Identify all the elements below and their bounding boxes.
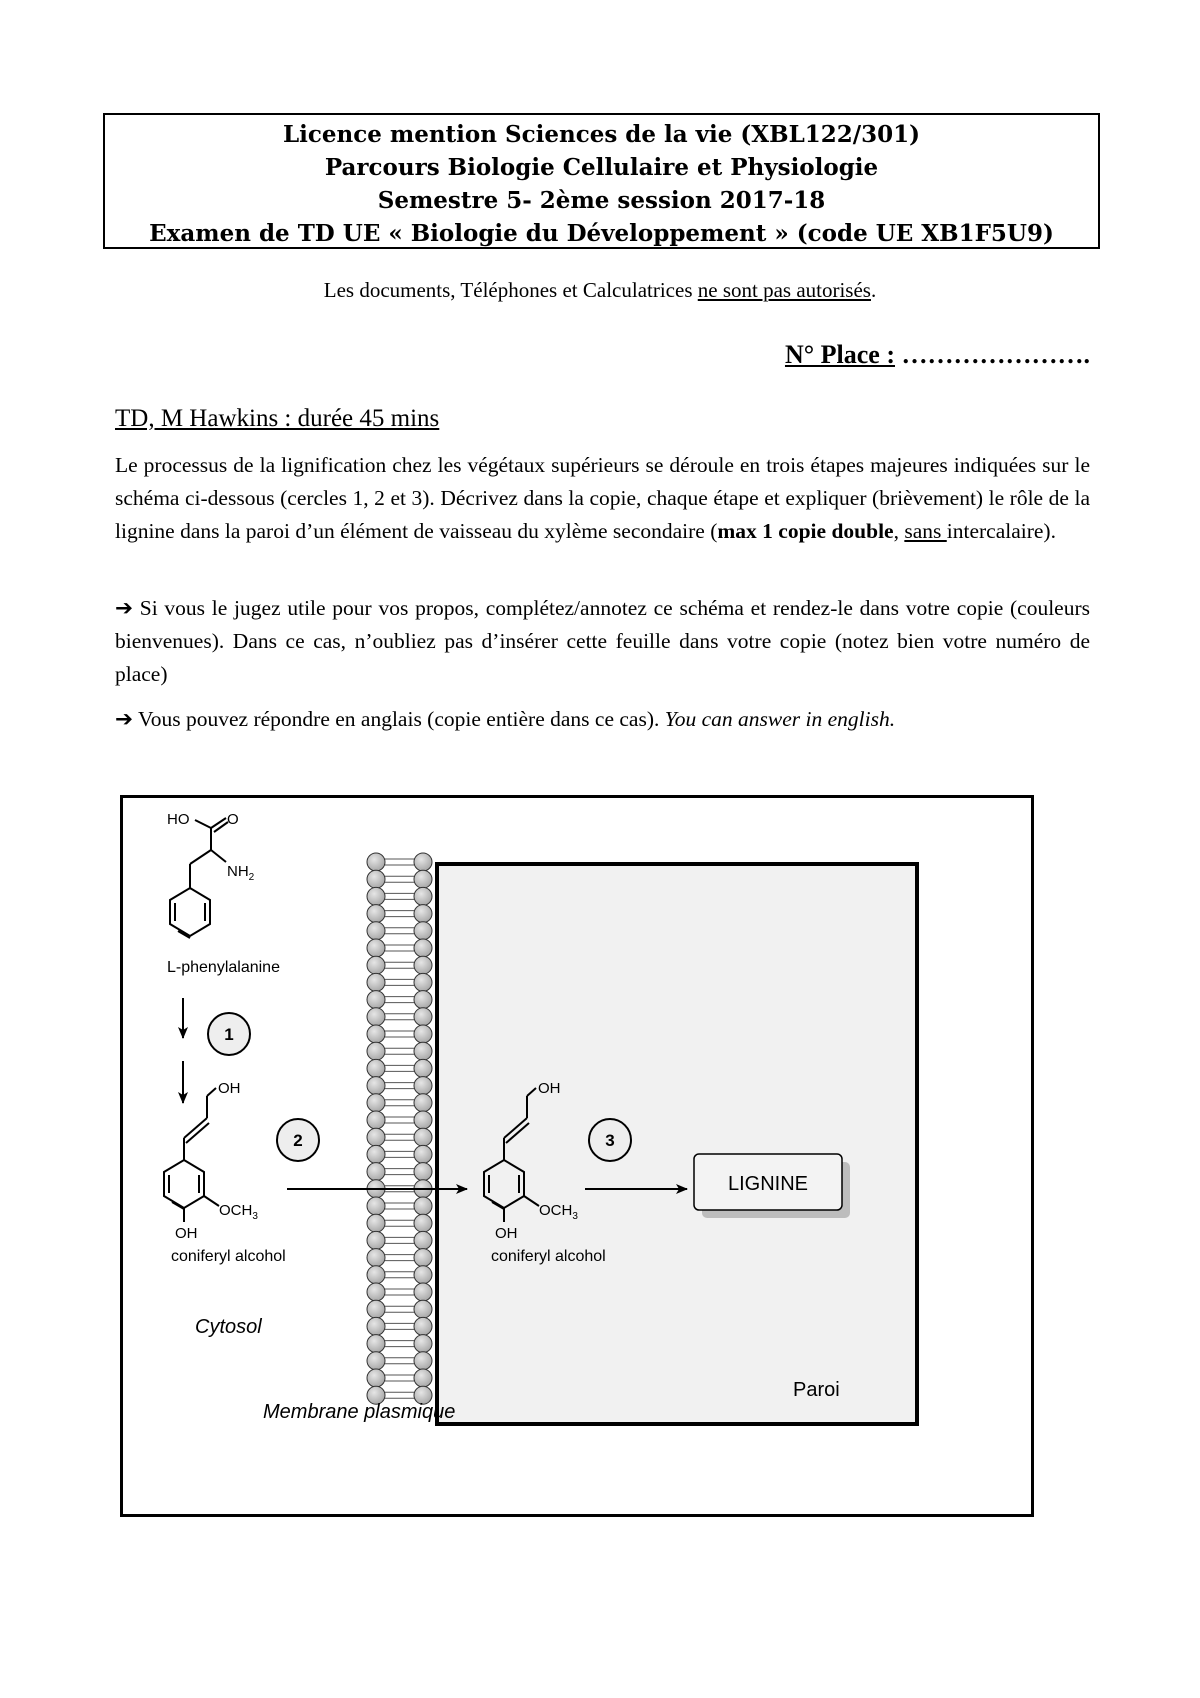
place-number-field bbox=[785, 340, 1090, 370]
step-3-label: 3 bbox=[605, 1131, 615, 1150]
lipid-head bbox=[367, 1266, 385, 1284]
lipid-head bbox=[414, 1266, 432, 1284]
rules-emphasis: ne sont pas autorisés bbox=[697, 278, 871, 302]
och3-main: OCH bbox=[219, 1202, 253, 1219]
exam-header bbox=[103, 113, 1100, 249]
lipid-head bbox=[414, 1025, 432, 1043]
o-label: O bbox=[227, 811, 239, 828]
rules-prefix: Les documents, Téléphones et Calculatrices bbox=[323, 278, 698, 302]
lipid-head bbox=[367, 1231, 385, 1249]
step-1-label: 1 bbox=[224, 1025, 234, 1044]
lipid-head bbox=[367, 973, 385, 991]
header-line-examen: Examen de TD UE « Biologie du Développement » (code UE XB1F5U9) bbox=[149, 220, 1054, 247]
p1-end: intercalaire). bbox=[946, 519, 1056, 543]
lipid-head bbox=[367, 922, 385, 940]
lipid-head bbox=[414, 1059, 432, 1077]
nh2-main: NH bbox=[227, 863, 249, 880]
lipid-head bbox=[414, 1128, 432, 1146]
lipid-head bbox=[414, 905, 432, 923]
header-line-parcours: Parcours Biologie Cellulaire et Physiologie bbox=[324, 154, 879, 181]
coniferyl-molecule-cytosol bbox=[164, 1088, 219, 1222]
lipid-head bbox=[414, 1145, 432, 1163]
lipid-head bbox=[414, 1249, 432, 1267]
och3-main-wall: OCH bbox=[539, 1202, 573, 1219]
oh-chain-label-wall: OH bbox=[538, 1080, 561, 1097]
td-title: TD, M Hawkins : durée 45 mins bbox=[115, 405, 440, 432]
lipid-head bbox=[367, 1059, 385, 1077]
och3-label bbox=[219, 1202, 258, 1222]
lipid-head bbox=[367, 1163, 385, 1181]
lipid-head bbox=[367, 887, 385, 905]
lipid-head bbox=[367, 1128, 385, 1146]
step-2-label: 2 bbox=[293, 1131, 303, 1150]
lipid-head bbox=[367, 1025, 385, 1043]
phenylalanine-molecule bbox=[170, 818, 228, 938]
lipid-head bbox=[367, 956, 385, 974]
p1-text: Le processus de la lignification chez les végétaux supérieurs se déroule en trois étapes majeures indiquées sur le schéma ci-dessous (cercles 1, 2 et 3). Décrivez dans la copie, chaque étape et expliquer (brièvement) le rôle de la lignine dans la paroi d’un élément de vaisseau du xylème secondaire ( bbox=[115, 453, 1090, 543]
instruction-paragraph-1 bbox=[115, 449, 1090, 548]
lipid-head bbox=[414, 1300, 432, 1318]
lipid-head bbox=[367, 1335, 385, 1353]
header-line-semestre: Semestre 5- 2ème session 2017-18 bbox=[377, 187, 826, 214]
lipid-head bbox=[414, 1335, 432, 1353]
lipid-head bbox=[367, 870, 385, 888]
place-label: N° Place : bbox=[784, 340, 895, 369]
lipid-head bbox=[367, 1249, 385, 1267]
lipid-head bbox=[367, 1145, 385, 1163]
coniferyl-label-wall: coniferyl alcohol bbox=[491, 1248, 606, 1265]
rules-suffix: . bbox=[870, 278, 877, 302]
lipid-head bbox=[367, 1077, 385, 1095]
lipid-head bbox=[367, 853, 385, 871]
lipid-head bbox=[367, 1214, 385, 1232]
lipid-head bbox=[414, 973, 432, 991]
lipid-head bbox=[414, 870, 432, 888]
place-dots: …………………. bbox=[895, 340, 1090, 369]
lipid-head bbox=[414, 1369, 432, 1387]
lipid-head bbox=[414, 1163, 432, 1181]
oh-chain-label: OH bbox=[218, 1080, 241, 1097]
lipid-head bbox=[367, 1283, 385, 1301]
nh2-subscript: 2 bbox=[248, 872, 255, 883]
coniferyl-label: coniferyl alcohol bbox=[171, 1248, 286, 1265]
lipid-head bbox=[414, 1008, 432, 1026]
lipid-head bbox=[367, 1317, 385, 1335]
phenylalanine-label: L-phenylalanine bbox=[167, 959, 280, 976]
rules-notice bbox=[0, 278, 1200, 303]
lipid-head bbox=[367, 1197, 385, 1215]
och3-subscript: 3 bbox=[252, 1211, 258, 1222]
lipid-head bbox=[414, 1094, 432, 1112]
oh-ring-label: OH bbox=[175, 1225, 198, 1242]
lipid-head bbox=[367, 1008, 385, 1026]
lignine-label: LIGNINE bbox=[727, 1173, 809, 1195]
cytosol-label: Cytosol bbox=[195, 1316, 262, 1338]
lipid-head bbox=[414, 1042, 432, 1060]
ho-label: HO bbox=[167, 811, 190, 828]
lipid-head bbox=[414, 1077, 432, 1095]
nh2-label bbox=[227, 863, 255, 883]
instruction-paragraph-3 bbox=[115, 703, 1090, 736]
lipid-head bbox=[414, 956, 432, 974]
instruction-paragraph-2 bbox=[115, 592, 1090, 691]
lipid-head bbox=[367, 1042, 385, 1060]
p2-text: Si vous le jugez utile pour vos propos, complétez/annotez ce schéma et rendez-le dans votre copie (couleurs bienvenues). Dans ce cas, n’oubliez pas d’insérer cette feuille dans votre copie (notez bien votre numéro de place) bbox=[115, 596, 1090, 686]
diagram-canvas bbox=[123, 798, 1031, 1514]
lipid-head bbox=[414, 922, 432, 940]
oh-ring-label-wall: OH bbox=[495, 1225, 518, 1242]
cell-wall-box bbox=[437, 864, 917, 1424]
lipid-head bbox=[367, 1111, 385, 1129]
lipid-head bbox=[367, 939, 385, 957]
lipid-head bbox=[414, 853, 432, 871]
p1-underline: sans bbox=[904, 519, 947, 543]
membrane-label: Membrane plasmique bbox=[263, 1401, 456, 1423]
arrow-icon: ➔ bbox=[115, 707, 134, 731]
lipid-head bbox=[414, 991, 432, 1009]
lipid-head bbox=[367, 991, 385, 1009]
lipid-head bbox=[367, 1094, 385, 1112]
paroi-label: Paroi bbox=[793, 1379, 840, 1401]
header-line-licence: Licence mention Sciences de la vie (XBL122/301) bbox=[282, 121, 921, 148]
lipid-head bbox=[414, 1317, 432, 1335]
lipid-head bbox=[414, 1197, 432, 1215]
lipid-head bbox=[367, 1369, 385, 1387]
lipid-head bbox=[414, 1352, 432, 1370]
lipid-head bbox=[414, 1214, 432, 1232]
och3-subscript-wall: 3 bbox=[572, 1211, 578, 1222]
lipid-head bbox=[367, 1300, 385, 1318]
lipid-head bbox=[414, 939, 432, 957]
lipid-head bbox=[414, 1231, 432, 1249]
p1-bold: max 1 copie double bbox=[717, 519, 894, 543]
lipid-head bbox=[414, 887, 432, 905]
p3-italic: You can answer in english. bbox=[664, 707, 896, 731]
lipid-head bbox=[414, 1283, 432, 1301]
p3-text: Vous pouvez répondre en anglais (copie entière dans ce cas). bbox=[133, 707, 665, 731]
lipid-head bbox=[414, 1111, 432, 1129]
lignification-diagram bbox=[120, 795, 1034, 1517]
membrane-bilayer bbox=[367, 853, 432, 1404]
lipid-head bbox=[367, 905, 385, 923]
p1-sep: , bbox=[893, 519, 905, 543]
arrow-icon: ➔ bbox=[115, 596, 134, 620]
lipid-head bbox=[367, 1352, 385, 1370]
